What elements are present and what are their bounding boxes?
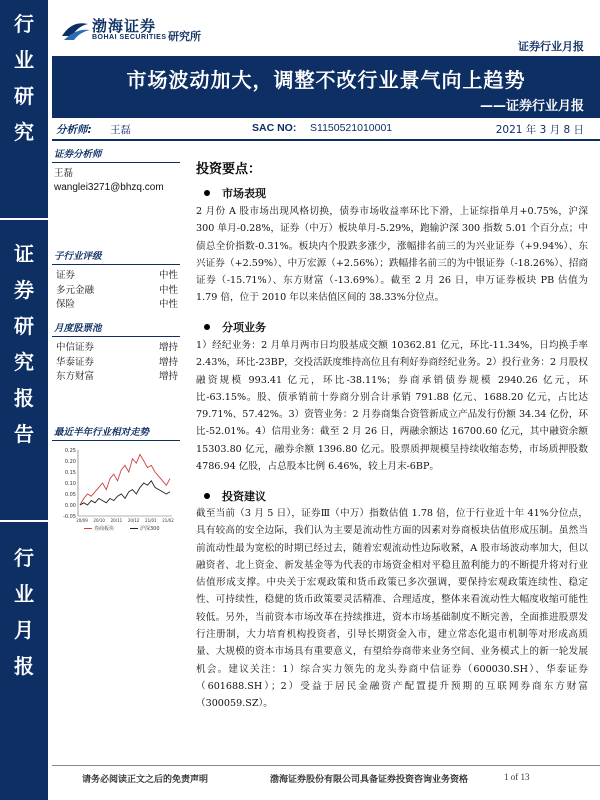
- bullet-icon: [204, 190, 210, 196]
- page-title: 市场波动加大，调整不改行业景气向上趋势: [126, 68, 526, 92]
- section-heading-business: 分项业务: [204, 319, 266, 335]
- report-type: 证券行业月报: [518, 40, 584, 53]
- banner-divider: [0, 520, 48, 522]
- bullet-icon: [204, 493, 210, 499]
- bullet-icon: [204, 324, 210, 330]
- x-tick-label: 20/12: [127, 518, 140, 523]
- page-number: 1 of 13: [504, 772, 530, 782]
- page-subtitle: ——证券行业月报: [479, 99, 584, 114]
- info-row: [52, 120, 600, 138]
- y-tick-label: 0.10: [64, 481, 76, 487]
- x-tick-label: 21/01: [145, 518, 157, 523]
- y-tick-label: 0.20: [64, 459, 76, 465]
- legend-label: 券商板块: [94, 526, 115, 532]
- rating-row: 多元金融 中性: [56, 284, 178, 296]
- y-tick-label: 0.05: [64, 492, 76, 498]
- x-tick-label: 21/02: [162, 518, 174, 523]
- divider: [52, 264, 180, 265]
- x-tick-label: 20/09: [76, 518, 88, 523]
- stock-row: 华泰证券 增持: [56, 356, 178, 368]
- rating-row: 证券 中性: [56, 270, 178, 281]
- section-paragraph: 2 月份 A 股市场出现风格切换，债券市场收益率环比下滑，上证综指单月+0.75%，沪深 300 单月-0.28%，证券（中万）板块单月-5.29%，跑输沪深 300 指数 5.01 个百分点；中债总全价指数-0.31%。板块内个股跌多涨少，涨幅排名前三的为兴业证券（+9.94%）、东兴证券（+2.59%）、中万宏源（+2.56%）；跌幅排名前三的为中银证券（-18.26%）、招商证券（-15.71%）、东方财富（-13.69%）。截至 2 月 26 日，申万证券板块 PB 估值为 1.79 倍，位于 2010 年以来估值区间的 38.33%分位点。: [196, 206, 588, 304]
- sac-number: S1150521010001: [310, 122, 393, 134]
- banner-middle-text: 证 券 研 究 报 告: [14, 242, 34, 446]
- x-tick-label: 20/10: [93, 518, 105, 523]
- ratings-heading: 子行业评级: [54, 251, 102, 262]
- company-qualification: 渤海证券股份有限公司具备证券投资咨询业务资格: [270, 775, 469, 785]
- banner-bottom-text: 行 业 月 报: [14, 546, 34, 678]
- stock-row: 东方财富 增持: [56, 371, 178, 382]
- sub-industry-ratings: [52, 248, 180, 313]
- analyst-name: 王磊: [110, 124, 131, 136]
- section-heading-market: 市场表现: [204, 185, 266, 201]
- department-label: 研究所: [168, 30, 201, 43]
- divider: [52, 162, 180, 163]
- brand-name: 渤海证券: [92, 17, 157, 35]
- rating-row: 保险 中性: [56, 299, 178, 310]
- chart-title: 最近半年行业相对走势: [54, 427, 150, 438]
- disclaimer-link[interactable]: 请务必阅读正文之后的免责声明: [82, 775, 209, 785]
- monthly-stock-pool: [52, 320, 180, 385]
- footer-rule: [52, 765, 600, 766]
- relative-trend-chart: [56, 446, 176, 536]
- y-tick-label: 0.25: [64, 448, 76, 454]
- y-tick-label: -0.05: [63, 514, 76, 520]
- series-line-0: [80, 454, 170, 505]
- sac-label: SAC NO:: [252, 122, 297, 134]
- banner-top-text: 行 业 研 究: [14, 12, 34, 144]
- analyst-box: [52, 146, 180, 195]
- divider: [52, 440, 180, 441]
- stock-pool-heading: 月度股票池: [54, 323, 102, 334]
- relative-trend-chart-box: [52, 424, 180, 445]
- analyst-box-heading: 证券分析师: [54, 149, 102, 160]
- chart-axes: [78, 450, 172, 516]
- section-paragraph: 1）经纪业务：2 月单月两市日均股基成交额 10362.81 亿元，环比-11.34%，日均换手率 2.43%，环比-23BP，交投活跃度维持高位且有利好券商经纪业务。2）投行业务：2 月股权融资规模 993.41 亿元，环比-38.11%；券商承销债券规模 2940.26 亿元，环比-63.15%。股、债承销前十券商分别合计承销 791.88 亿元、1688.20 亿元，占比达 79.71%、57.42%。3）资管业务：2 月券商集合资管新成立产品发行份额 34.34 亿份，环比-52.01%。4）信用业务：截至 2 月 26 日，两融余额达 16700.60 亿元，其中融资余额 15303.80 亿元，融券余额 1396.80 亿元。股票质押规模呈持续收缩态势，市场质押股数 4786.94 亿股，占总股本比例 6.46%，较上月末-6BP。: [196, 340, 588, 473]
- divider: [52, 336, 180, 337]
- banner-divider: [0, 218, 48, 220]
- section-paragraph: 截至当前（3 月 5 日），证券Ⅲ（中万）指数估值 1.78 倍，位于行业近十年 41%分位点，具有较高的安全边际，我们认为主要是流动性方面的因素对券商板块估值形成压制。虽然当前流动性最为宽松的时期已经过去，随着宏观流动性边际收紧，A 股市场波动率加大，但以融资者、北上资金、新发基金等为代表的市场资金相对平稳且盈利能力的不断提升将对行业估值形成支撑。中央关于宏观政策和货币政策已多次强调，要保持宏观政策连续性、稳定性、可持续性，稳健的货币政策要灵活精准、合理适度，整体来看流动性大幅度收缩可能性较低。另外，当前资本市场改革在持续推进，资本市场基础制度不断完善，全面推进股票发行注册制，大力培育机构投资者，引导长期资金入市，建立常态化退市机制等对形成高质量、大规模的资本市场具有重要意义，有望给券商带来业务空间、业务模式上的新一轮发展机会。建议关注：1）综合实力领先的龙头券商中信证券（600030.SH）、华泰证券（601688.SH）；2）受益于居民金融资产配置提升预期的互联网券商东方财富（300059.SZ）。: [196, 508, 589, 710]
- main-content: [196, 158, 588, 177]
- key-points-title: 投资要点：: [196, 162, 262, 177]
- analyst-email-link[interactable]: wanglei3271@bhzq.com: [54, 182, 164, 193]
- section-heading-advice: 投资建议: [204, 488, 266, 504]
- y-tick-label: 0.15: [64, 470, 76, 476]
- brand-name-en: BOHAI SECURITIES: [92, 34, 167, 41]
- report-date: 2021 年 3 月 8 日: [495, 124, 584, 136]
- stock-row: 中信证券 增持: [56, 342, 178, 353]
- y-tick-label: 0.00: [64, 503, 76, 509]
- header-rule: [52, 139, 600, 141]
- analyst-label: 分析师:: [56, 124, 92, 136]
- legend-label: 沪深300: [140, 526, 160, 532]
- x-tick-label: 20/11: [110, 518, 123, 523]
- analyst-box-name: 王磊: [54, 168, 74, 179]
